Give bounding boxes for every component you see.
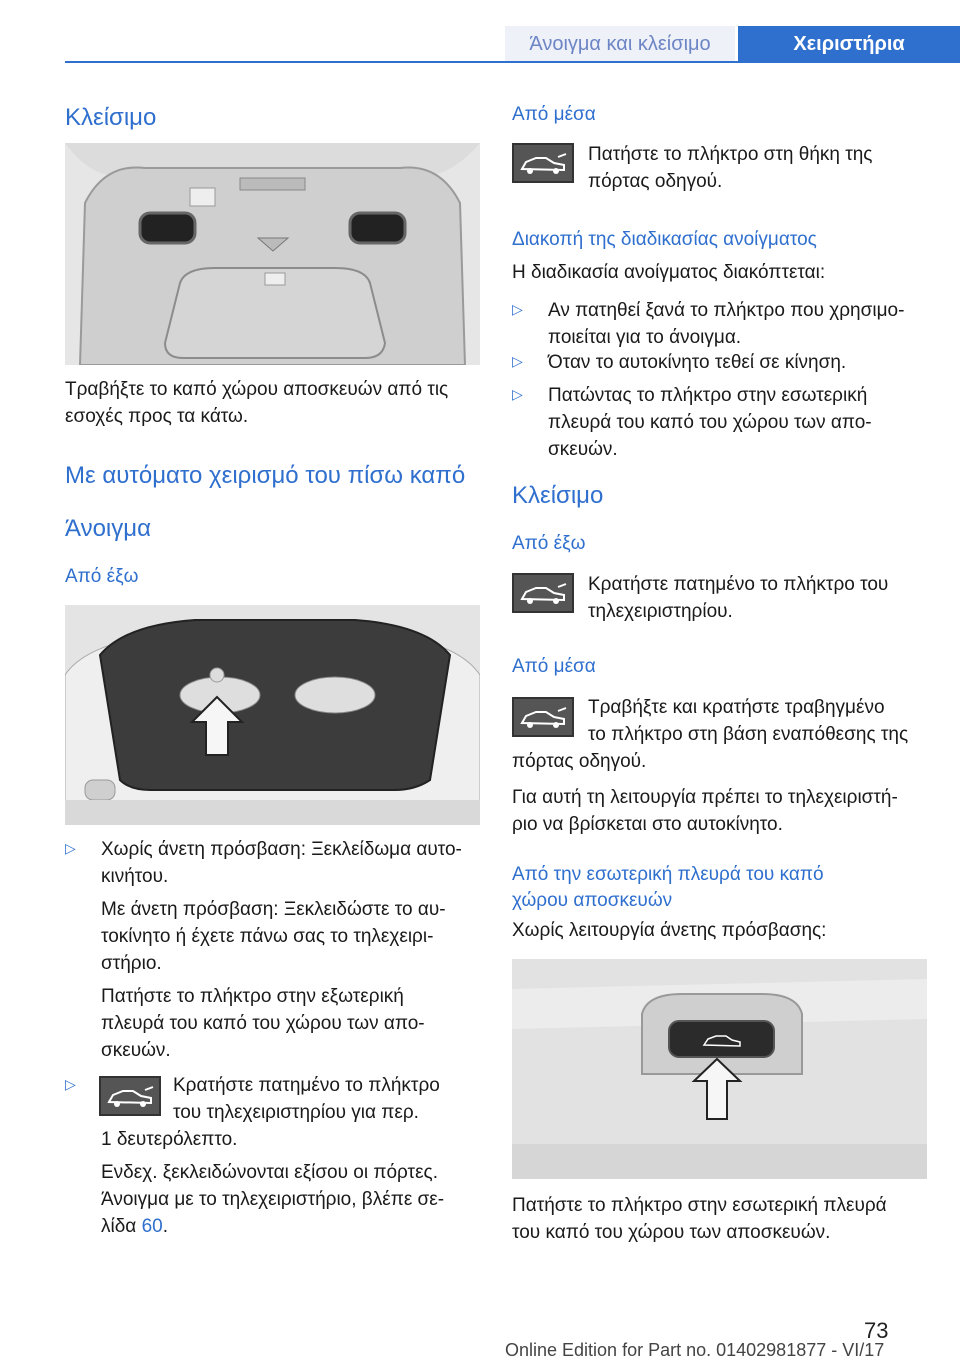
bullet-marker: ▷: [65, 840, 76, 856]
inside-close-line-3: πόρτας οδηγού.: [512, 751, 647, 772]
heading-from-outside: Από έξω: [65, 566, 139, 587]
bullet1-line-2: κινήτου.: [101, 866, 169, 887]
press-inside-line-1: Πατήστε το πλήκτρο στην εσωτερική πλευρά: [512, 1195, 887, 1216]
bullet1-line-1: Χωρίς άνετη πρόσβαση: Ξεκλείδωμα αυτο-: [101, 839, 462, 860]
bullet2-line-4: Ενδεχ. ξεκλειδώνονται εξίσου οι πόρτες.: [101, 1162, 438, 1183]
interrupt-3-line-1: Πατώντας το πλήκτρο στην εσωτερική: [548, 385, 868, 406]
interrupt-1-line-2: ποιείται για το άνοιγμα.: [548, 327, 742, 348]
inside-line-1: Πατήστε το πλήκτρο στη θήκη της: [588, 144, 873, 165]
bullet2-line-1: Κρατήστε πατημένο το πλήκτρο: [173, 1075, 440, 1096]
interrupt-1-line-1: Αν πατηθεί ξανά το πλήκτρο που χρησιμο-: [548, 300, 905, 321]
inside-close-line-1: Τραβήξτε και κρατήστε τραβηγμένο: [588, 697, 885, 718]
page-number: 73: [864, 1318, 889, 1343]
heading-from-inside: Από μέσα: [512, 104, 596, 125]
bullet1-line-3: Με άνετη πρόσβαση: Ξεκλειδώστε το αυ-: [101, 899, 446, 920]
edition-footer: Online Edition for Part no. 01402981877 - VI/17: [505, 1340, 885, 1360]
close-instruction-line-1: Τραβήξτε το καπό χώρου αποσκευών από τις: [65, 379, 449, 400]
interrupt-2-line-1: Όταν το αυτοκίνητο τεθεί σε κίνηση.: [548, 352, 847, 373]
remote-tailgate-button-icon: [99, 1076, 161, 1116]
heading-close-right: Κλείσιμο: [512, 482, 604, 509]
heading-interrupt: Διακοπή της διαδικασίας ανοίγματος: [512, 229, 817, 250]
trunk-lid-interior-image: [65, 143, 480, 365]
outside-close-line-2: τηλεχειριστηρίου.: [588, 601, 733, 622]
no-comfort-access-text: Χωρίς λειτουργία άνετης πρόσβασης:: [512, 920, 827, 941]
inside-close-line-2: το πλήκτρο στη βάση εναπόθεσης της: [588, 724, 909, 745]
heading-automatic-tailgate: Με αυτόματο χειρισμό του πίσω καπό: [65, 462, 466, 489]
close-instruction-line-2: εσοχές προς τα κάτω.: [65, 406, 249, 427]
header-rule: [65, 61, 960, 63]
function-note-line-1: Για αυτή τη λειτουργία πρέπει το τηλεχειριστή-: [512, 787, 898, 808]
car-rear-button-image: [65, 605, 480, 825]
header-section-tab: Άνοιγμα και κλείσιμο: [505, 26, 735, 62]
bullet2-line-6-end: .: [162, 1216, 168, 1237]
inside-line-2: πόρτας οδηγού.: [588, 171, 723, 192]
heading-from-inside-right: Από μέσα: [512, 656, 596, 677]
heading-close: Κλείσιμο: [65, 104, 157, 131]
interrupt-3-line-2: πλευρά του καπό του χώρου των απο-: [548, 412, 872, 433]
heading-opening: Άνοιγμα: [65, 515, 151, 542]
bullet2-line-2: του τηλεχειριστηρίου για περ.: [173, 1102, 419, 1123]
header-chapter-tab: Χειριστήρια: [738, 26, 960, 62]
bullet1-line-6: Πατήστε το πλήκτρο στην εξωτερική: [101, 986, 404, 1007]
interrupt-intro: Η διαδικασία ανοίγματος διακόπτεται:: [512, 262, 826, 283]
trunk-interior-button-image: [512, 959, 927, 1179]
bullet-marker: ▷: [512, 386, 523, 402]
interrupt-3-line-3: σκευών.: [548, 439, 618, 460]
heading-from-outside-right: Από έξω: [512, 533, 586, 554]
bullet1-line-8: σκευών.: [101, 1040, 171, 1061]
driver-door-close-button-icon: [512, 697, 574, 737]
function-note-line-2: ριο να βρίσκεται στο αυτοκίνητο.: [512, 814, 783, 835]
outside-close-line-1: Κρατήστε πατημένο το πλήκτρο του: [588, 574, 889, 595]
remote-close-button-icon: [512, 573, 574, 613]
bullet1-line-4: τοκίνητο ή έχετε πάνω σας το τηλεχειρι-: [101, 926, 434, 947]
bullet2-line-3: 1 δευτερόλεπτο.: [101, 1129, 238, 1150]
press-inside-line-2: του καπό του χώρου των αποσκευών.: [512, 1222, 831, 1243]
bullet2-line-6: [101, 1213, 168, 1240]
bullet-marker: ▷: [512, 301, 523, 317]
bullet1-line-7: πλευρά του καπό του χώρου των απο-: [101, 1013, 425, 1034]
bullet2-line-6-text: λίδα: [101, 1216, 142, 1237]
heading-trunk-inside-line-1: Από την εσωτερική πλευρά του καπό: [512, 864, 824, 885]
bullet1-line-5: στήριο.: [101, 953, 162, 974]
bullet2-line-5: Άνοιγμα με το τηλεχειριστήριο, βλέπε σε-: [101, 1189, 445, 1210]
driver-door-tailgate-button-icon: [512, 143, 574, 183]
page-reference-link[interactable]: 60: [141, 1216, 163, 1237]
bullet-marker: ▷: [512, 353, 523, 369]
heading-trunk-inside-line-2: χώρου αποσκευών: [512, 890, 673, 911]
bullet-marker: ▷: [65, 1076, 76, 1092]
